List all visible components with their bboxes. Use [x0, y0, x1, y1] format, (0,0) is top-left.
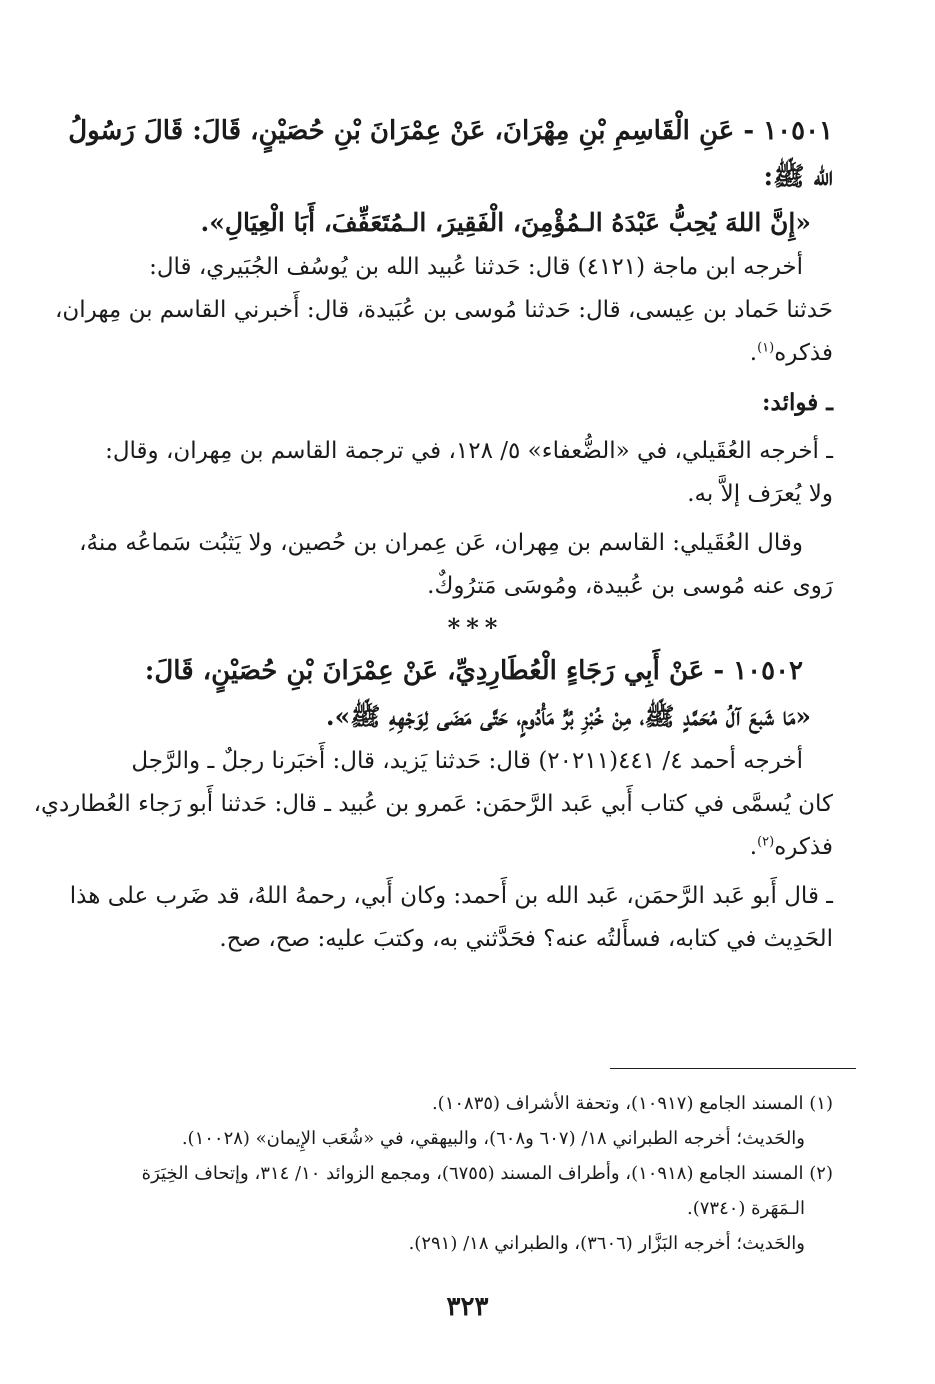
benefit-line: ـ قال أَبو عَبد الرَّحمَن، عَبد الله بن أَحمد: وكان أَبي، رحمهُ اللهُ، قد ضَرب على هذا: [69, 883, 833, 909]
page-number: ٣٢٣: [446, 1292, 489, 1322]
hadith-10501-text: «إِنَّ اللهَ يُحِبُّ عَبْدَهُ الـمُؤْمِنَ، الْفَقِيرَ، الـمُتَعَفِّفَ، أَبَا الْعِيَالِ».: [200, 208, 811, 237]
footnote-2-cont: الـمَهَرة (٧٣٤٠).: [687, 1198, 805, 1219]
fawaid-heading: ـ فوائد:: [762, 389, 833, 416]
benefit-line: وقال العُقَيلي: القاسم بن مِهران، عَن عِمران بن حُصين، ولا يَثبُت سَماعُه منهُ،: [79, 530, 803, 556]
footnote-ref: (٢): [757, 834, 775, 850]
benefit-line: ولا يُعرَف إلاَّ به.: [687, 481, 833, 507]
footnote-divider: [610, 1068, 856, 1069]
takhrij-line-end: [118, 826, 833, 869]
hadith-10501-heading: ١٠٥٠١ - عَنِ الْقَاسِمِ بْنِ مِهْرَانَ، عَنْ عِمْرَانَ بْنِ حُصَيْنٍ، قَالَ: قَالَ رَسُولُ: [68, 116, 833, 146]
benefit-line: الحَدِيث في كتابه، فسأَلتُه عنه؟ فحَدَّثني به، وكتبَ عليه: صح، صح.: [219, 926, 833, 952]
footnote-2-cont: والحَديث؛ أخرجه البَزَّار (٣٦٠٦)، والطبراني ١٨/ (٢٩١).: [408, 1233, 805, 1254]
hadith-10502-text: «مَا شَبعَ آلُ مُحَمَّدٍ ﷺ، مِنْ خُبْزِ بُرٍّ مَأْدُومٍ، حَتَّى مَضَى لِوَجْهِهِ ﷺ».: [325, 702, 811, 731]
takhrij-line-end: [118, 332, 833, 375]
takhrij-line: كان يُسمَّى في كتاب أَبي عَبد الرَّحمَن: عَمرو بن عُبيد ـ قال: حَدثنا أَبو رَجاء العُطاردي،: [33, 791, 833, 817]
period: .: [749, 340, 758, 366]
takhrij-line: حَدثنا حَماد بن عِيسى، قال: حَدثنا مُوسى بن عُبَيدة، قال: أَخبرني القاسم بن مِهران،: [54, 297, 833, 323]
period: .: [749, 834, 758, 860]
hadith-10502-heading: ١٠٥٠٢ - عَنْ أَبِي رَجَاءٍ الْعُطَارِدِيِّ، عَنْ عِمْرَانَ بْنِ حُصَيْنٍ، قَالَ:: [144, 656, 803, 686]
footnote-1-cont: والحَديث؛ أخرجه الطبراني ١٨/ (٦٠٧ و٦٠٨)، والبيهقي، في «شُعَب الإِيمان» (١٠٠٢٨).: [181, 1128, 805, 1149]
takhrij-text: فذكره: [774, 834, 833, 860]
footnote-ref: (١): [757, 340, 775, 356]
footnote-2: (٢) المسند الجامع (١٠٩١٨)، وأطراف المسند (٦٧٥٥)، ومجمع الزوائد ١٠/ ٣١٤، وإتحاف الخِيَرَة: [141, 1163, 833, 1184]
footnotes: [118, 1086, 833, 1261]
hadith-10501-heading-cont: الله ﷺ:: [763, 162, 833, 192]
takhrij-line: أخرجه ابن ماجة (٤١٢١) قال: حَدثنا عُبيد الله بن يُوسُف الجُبَيري، قال:: [149, 254, 803, 280]
footnote-1: (١) المسند الجامع (١٠٩١٧)، وتحفة الأشراف (١٠٨٣٥).: [431, 1093, 833, 1114]
page-body: [33, 108, 833, 961]
takhrij-line: أخرجه أحمد ٤/ ٤٤١(٢٠٢١١) قال: حَدثنا يَزيد، قال: أَخبَرنا رجلٌ ـ والرَّجل: [131, 748, 803, 774]
takhrij-text: فذكره: [774, 340, 833, 366]
benefit-line: رَوى عنه مُوسى بن عُبيدة، ومُوسَى مَترُوكٌ.: [427, 573, 833, 599]
benefit-line: ـ أخرجه العُقَيلي، في «الضُّعفاء» ٥/ ١٢٨، في ترجمة القاسم بن مِهران، وقال:: [105, 438, 833, 464]
section-separator: ***: [447, 613, 504, 642]
